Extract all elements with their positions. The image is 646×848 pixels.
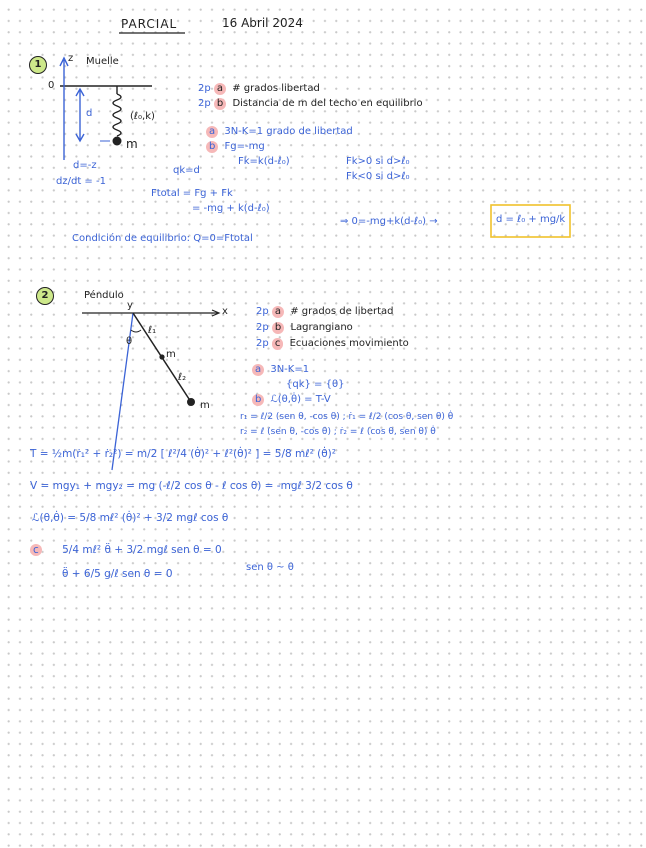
axis-z-label: z [68,53,74,64]
p1-dzdt: dz/dt = -1 [56,176,106,187]
problem-1-name: Muelle [86,56,119,67]
axis-y-label: y [127,300,133,311]
p1-result: d = ℓ₀ + mg/k [496,214,566,225]
p2-answer-c: c 5/4 mℓ² θ̈ + 3/2 mgℓ sen θ = 0 [30,544,222,556]
p2-kinetic: T = ½m(ṙ₁² + ṙ₂²) = m/2 [ ℓ²/4 (θ̇)² + ℓ²(θ̇)² ] = 5/8 mℓ² (θ̇)² [30,448,336,460]
p1-equation: ⇒ 0=-mg+k(d-ℓ₀) → [340,216,438,227]
p1-d-eq: d=-z [73,160,97,171]
p2-qk: {qk} = {θ} [286,379,345,390]
p2-answer-b: b ℒ(θ,θ̇) = T-V [252,394,331,406]
theta-label: θ [126,336,133,347]
page-title: PARCIAL [121,17,178,31]
p1-item-a: 2p a # grados libertad [198,83,320,94]
spring-coil [113,94,121,136]
mass-1-label: m [166,349,176,360]
mass-1 [113,137,122,146]
mass-2-label: m [200,400,210,411]
p1-ftotal-2: = -mg + k(d-ℓ₀) [192,203,270,214]
p2-answer-a: a 3N-K=1 [252,364,309,376]
mass-label: m [126,137,138,151]
p1-answer-b: b Fg=-mg [206,141,265,153]
l2-label: ℓ₂ [178,372,187,383]
p2-eq-motion: θ̈ + 6/5 g/ℓ sen θ = 0 [62,568,173,580]
axis-x-label: x [222,306,228,317]
p1-item-b: 2p b Distancia de m del techo en equilibrio [198,98,423,109]
l1-label: ℓ₁ [148,325,157,336]
d-label: d [86,108,93,119]
p1-answer-a: a 3N-K=1 grado de libertad [206,126,353,138]
p2-small-angle: sen θ ~ θ [246,562,294,573]
p1-qk: qk=d [173,165,200,176]
problem-2-number: 2 [36,287,54,305]
p2-lagrangian: ℒ(θ,θ̇) = 5/8 mℓ² (θ̇)² + 3/2 mgℓ cos θ [32,512,229,524]
p1-ftotal: Ftotal = Fg + Fk [151,188,233,199]
pendulum-mass-1 [159,354,164,359]
p2-item-b: 2p b Lagrangiano [256,322,353,333]
page-date: 16 Abril 2024 [222,16,303,30]
p1-fk-pos: Fk>0 si d>ℓ₀ [346,156,410,167]
theta-arc [131,330,141,332]
spring-params: (ℓ₀,k) [130,111,155,122]
p2-r2: r₂ = ℓ (sen θ, -cos θ) ; ṙ₂ = ℓ (cos θ, sen θ) θ̇ [240,427,436,437]
problem-1-number: 1 [29,56,47,74]
p2-item-c: 2p c Ecuaciones movimiento [256,338,409,349]
p2-r1: r₁ = ℓ/2 (sen θ, -cos θ) ; ṙ₁ = ℓ/2 (cos θ, sen θ) θ̇ [240,412,454,422]
problem-2-name: Péndulo [84,290,124,301]
p1-fk: Fk=k(d-ℓ₀) [238,156,290,167]
p1-condition: Condición de equilibrio: Q=0=Ftotal [72,233,253,244]
p2-potential: V = mgy₁ + mgy₂ = mg (-ℓ/2 cos θ - ℓ cos θ) = -mgℓ 3/2 cos θ [30,480,353,492]
pendulum-mass-2 [187,398,195,406]
origin-label: 0 [48,80,55,91]
p2-item-a: 2p a # grados de libertad [256,306,394,317]
p1-fk-neg: Fk<0 si d>ℓ₀ [346,171,410,182]
